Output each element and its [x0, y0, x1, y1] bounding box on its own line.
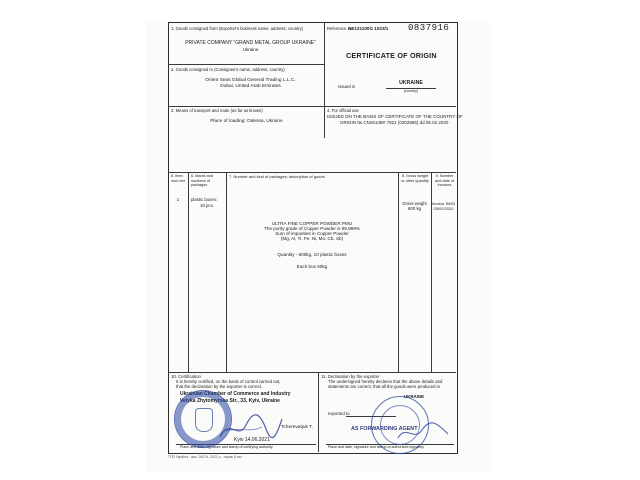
declaration-text-2: statements are correct; that all the goods were produced in [328, 384, 441, 389]
issued-country: UKRAINE [399, 80, 423, 86]
goods-quantity: Quantity - 600kg, 10 plastic boxes [277, 252, 347, 257]
col7-header: 7. Number and kind of packages; description of goods [229, 174, 325, 179]
box2-label: 2. Goods consigned to (Consignee's name, address, country) [171, 67, 285, 72]
issued-label: Issued in [338, 84, 356, 89]
exported-to-label: exported to [328, 411, 350, 416]
issued-caption: (country) [403, 89, 419, 93]
reference-label: Reference № [327, 26, 352, 31]
reference-code: AE131100G 1023/1 [348, 26, 389, 31]
goods-bottom-line [168, 372, 456, 373]
col6-divider [226, 172, 227, 372]
certificate-title: CERTIFICATE OF ORIGIN [346, 51, 437, 60]
certification-text-2: that the declaration by the exporter is correct. [176, 384, 263, 389]
box11-label: 11. Declaration by the exporter [321, 374, 380, 379]
exporter-name: PRIVATE COMPANY "GRAND METAL GROUP UKRAINE" [185, 40, 316, 46]
gross-weight-label: Gross weight [402, 201, 427, 206]
certificate-sheet [146, 22, 491, 472]
declaration-country: UKRAINE [404, 394, 425, 399]
consignee-name: Orient Seas Global General Trading L.L.C. [205, 78, 296, 83]
goods-each-box: Each box 60kg [296, 264, 328, 269]
box4-label: 4. For official use [327, 108, 359, 113]
top-divider [324, 22, 325, 106]
certifier-signature [216, 407, 286, 445]
box1-label: 1. Goods consigned from (Exporter's business name, address, country) [171, 26, 304, 31]
col6-header: 6. Marks and numbers of packages [191, 174, 213, 188]
goods-desc-3: Sum of impurities in Copper Powder [275, 231, 349, 236]
box3-label: 3. Means of transport and route (as far as known) [171, 108, 263, 113]
gross-weight-value: 600 kg [407, 206, 422, 211]
goods-desc-1: ULTRA FINE COPPER POWDER PMU [271, 221, 353, 226]
consignee-city: Dubai, United Arab Emirates [220, 84, 281, 89]
bottom-divider [318, 372, 319, 452]
col9-header: 9. Number and date of invoices [434, 174, 454, 188]
chamber-seal-emblem [195, 408, 213, 432]
box3-top-line [168, 106, 456, 107]
col5-header: 5. Item num-ber [171, 174, 186, 183]
certification-text-1: It is hereby certified, on the basis of control carried out, [176, 379, 281, 384]
col5-divider [188, 172, 189, 372]
serial-number: 0837916 [408, 23, 450, 33]
item-number: 1 [176, 197, 180, 202]
top-divider-2 [324, 106, 325, 138]
box11-footer: Place and date, signature and stamp of authorised signatory [328, 445, 424, 449]
official-use-line1: ISSUED ON THE BASIS OF CERTIFICATE OF THE COUNTRY OF [327, 114, 463, 119]
invoice-date: 03/02/2020 [433, 206, 454, 211]
box10-footer: Place and date, signature and stamp of certifying authority [180, 445, 273, 449]
chamber-name: Ukrainian Chamber of Commerce and Industry [180, 391, 291, 397]
official-use-line2: ORIGIN № CN2613B# 7821 (0302885) dd 05.02.2020 [340, 120, 449, 125]
transport-value: Place of loading: Odessa, Ukraine [210, 119, 283, 124]
packages-line2: 10 pcs. [200, 203, 214, 208]
invoice-number: invoice S693 [432, 201, 455, 206]
declaration-text-1: The undersigned hereby declares that the above details and [328, 379, 443, 384]
packages-line1: plastic boxes: [191, 197, 218, 202]
col8-header: 8. Gross weight or other quantity [401, 174, 429, 183]
goods-desc-2: The purity grade of Copper Powder is 99,999% [264, 226, 360, 231]
forwarding-agent-stamp: AS FORWARDING AGENT [351, 426, 418, 432]
exporter-signature [396, 420, 451, 444]
certification-place-date: Kyiv 14.06.2021 [234, 437, 270, 443]
certifier-name: Tcherevatjuk T. [281, 425, 313, 430]
box2-top-line [168, 64, 324, 65]
print-mark: ТПП Україна · зам. 2647А, 2021 р., тираж 8 тис. [168, 455, 243, 459]
goods-desc-4: (Mg, Al, Ti, Fe, Ni, Mo, Cb, Sb) [280, 236, 344, 241]
chamber-address: Velyka Zhytomyrska Str., 33, Kyiv, Ukraine [180, 398, 280, 404]
exporter-country: Ukraine [242, 47, 259, 52]
goods-top-line [168, 172, 456, 173]
box10-label: 10. Certification [171, 374, 201, 379]
